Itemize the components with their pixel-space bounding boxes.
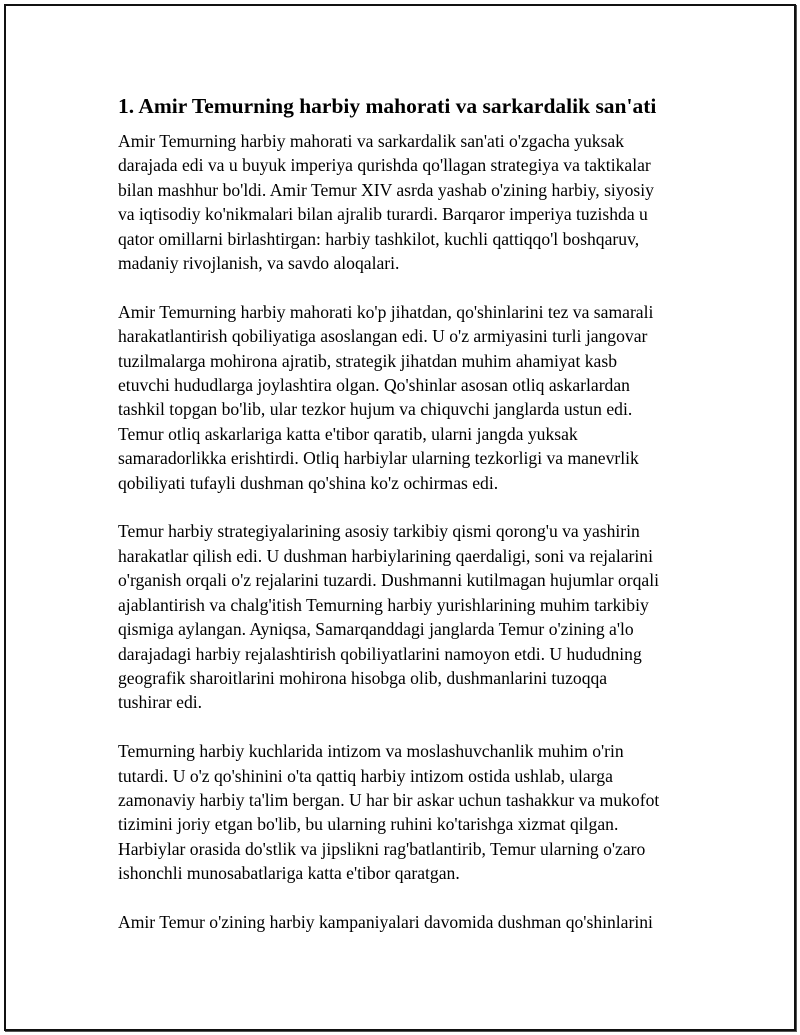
text-line: tashkil topgan bo'lib, ular tezkor hujum va chiquvchi janglarda ustun edi. [118,399,633,420]
text-line: darajada edi va u buyuk imperiya qurishda qo'llagan strategiya va taktikalar [118,155,651,176]
text-line: harakatlantirish qobiliyatiga asoslangan edi. U o'z armiyasini turli jangovar [118,326,648,347]
paragraph [118,910,708,934]
text-line: Amir Temurning harbiy mahorati va sarkardalik san'ati o'zgacha yuksak [118,131,625,151]
text-line: harakatlar qilish edi. U dushman harbiylarining qaerdaligi, soni va rejalarini [118,545,653,566]
text-line: Temurning harbiy kuchlarida intizom va moslashuvchanlik muhim o'rin [118,741,624,762]
paragraph [118,739,708,885]
text-line: geografik sharoitlarini mohirona hisobga olib, dushmanlarini tuzoqqa [118,667,608,688]
paragraph [118,300,708,495]
text-line: qismiga aylangan. Ayniqsa, Samarqanddagi janglarda Temur o'zining a'lo [118,619,634,640]
paragraph [118,129,708,275]
text-line: bilan mashhur bo'ldi. Amir Temur XIV asrda yashab o'zining harbiy, siyosiy [118,179,654,200]
text-line: tutardi. U o'z qo'shinini o'ta qattiq harbiy intizom ostida ushlab, ularga [118,765,613,786]
text-line: Temur harbiy strategiyalarining asosiy tarkibiy qismi qorong'u va yashirin [118,521,640,542]
text-line: zamonaviy harbiy ta'lim bergan. U har bir askar uchun tashakkur va mukofot [118,789,660,810]
text-line: tushirar edi. [118,692,203,713]
text-line: Amir Temur o'zining harbiy kampaniyalari davomida dushman qo'shinlarini [118,911,653,932]
text-line: o'rganish orqali o'z rejalarini tuzardi. Dushmanni kutilmagan hujumlar orqali [118,570,660,591]
text-line: tuzilmalarga mohirona ajratib, strategik jihatdan muhim ahamiyat kasb [118,350,617,371]
text-line: tizimini joriy etgan bo'lib, bu ularning ruhini ko'tarishga xizmat qilgan. [118,814,619,835]
paragraph [118,519,708,714]
text-line: samaradorlikka erishtirdi. Otliq harbiylar ularning tezkorligi va manevrlik [118,448,639,469]
document-body [118,92,708,959]
text-line: Temur otliq askarlariga katta e'tibor qaratib, ularni jangda yuksak [118,423,578,444]
text-line: ajablantirish va chalg'itish Temurning harbiy yurishlarining muhim tarkibiy [118,594,649,615]
text-line: ishonchli munosabatlariga katta e'tibor qaratgan. [118,863,460,884]
text-line: etuvchi hududlarga joylashtira olgan. Qo'shinlar asosan otliq askarlardan [118,375,630,396]
section-heading: 1. Amir Temurning harbiy mahorati va sarkardalik san'ati [118,94,657,118]
text-line: Amir Temurning harbiy mahorati ko'p jihatdan, qo'shinlarini tez va samarali [118,301,654,322]
text-line: va iqtisodiy ko'nikmalari bilan ajralib turardi. Barqaror imperiya tuzishda u [118,204,648,225]
text-line: madaniy rivojlanish, va savdo aloqalari. [118,253,400,274]
text-line: qator omillarni birlashtirgan: harbiy tashkilot, kuchli qattiqqo'l boshqaruv, [118,228,640,249]
text-line: darajadagi harbiy rejalashtirish qobiliyatlarini namoyon etdi. U hududning [118,643,642,664]
text-line: qobiliyati tufayli dushman qo'shina ko'z ochirmas edi. [118,472,499,493]
text-line: Harbiylar orasida do'stlik va jipslikni rag'batlantirib, Temur ularning o'zaro [118,838,646,859]
